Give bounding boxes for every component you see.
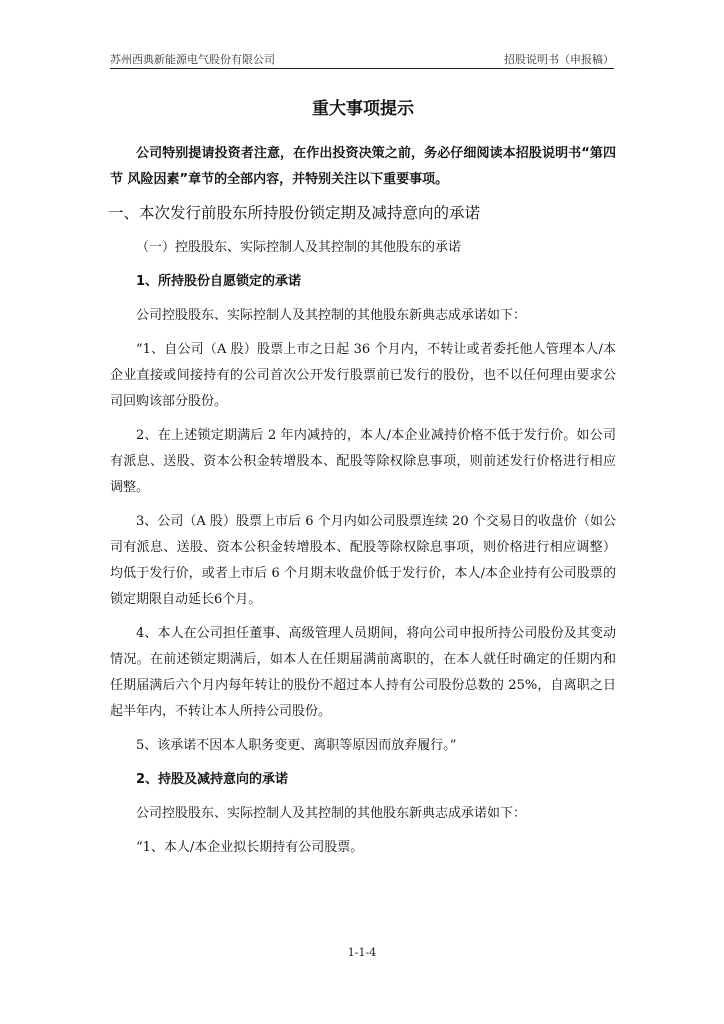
item1-paragraph-5: 5、该承诺不因本人职务变更、离职等原因而放弃履行。”	[136, 738, 457, 753]
page-header	[110, 50, 614, 69]
item1-paragraph-2: 2、在上述锁定期满后 2 年内减持的，本人/本企业减持价格不低于发行价。如公司有派息、送股、资本公积金转增股本、配股等除权除息事项，则前述发行价格进行相应调整。	[110, 428, 616, 495]
item1-paragraph-4: 4、本人在公司担任董事、高级管理人员期间，将向公司申报所持公司股份及其变动情况。在前述锁定期满后，如本人在任期届满前离职的，在本人就任时确定的任期内和任期届满后六个月内每年转让的股份不超过本人持有公司股份总数的 25%，自离职之日起半年内，不转让本人所持公司股份。	[110, 626, 616, 719]
item1-paragraph-3: 3、公司（A 股）股票上市后 6 个月内如公司股票连续 20 个交易日的收盘价（如公司有派息、送股、资本公积金转增股本、配股等除权除息事项，则价格进行相应调整）均低于发行价，或者上市后 6 个月期末收盘价低于发行价，本人/本企业持有公司股票的锁定期限自动延长6个月。	[110, 514, 616, 607]
page-number: 1-1-4	[347, 946, 377, 959]
item1-heading: 1、所持股份自愿锁定的承诺	[136, 274, 302, 289]
intro-paragraph: 公司特别提请投资者注意，在作出投资决策之前，务必仔细阅读本招股说明书“第四节 风险因素”章节的全部内容，并特别关注以下重要事项。	[110, 146, 616, 187]
section1-heading: 一、本次发行前股东所持股份锁定期及减持意向的承诺	[108, 204, 481, 222]
item1-lead: 公司控股股东、实际控制人及其控制的其他股东新典志成承诺如下：	[136, 308, 527, 323]
item2-paragraph-1: “1、本人/本企业拟长期持有公司股票。	[136, 840, 364, 855]
header-doc-type: 招股说明书（申报稿）	[504, 53, 614, 66]
item2-lead: 公司控股股东、实际控制人及其控制的其他股东新典志成承诺如下：	[136, 806, 527, 821]
item1-paragraph-1: “1、自公司（A 股）股票上市之日起 36 个月内，不转让或者委托他人管理本人/本企业直接或间接持有的公司首次公开发行股票前已发行的股份，也不以任何理由要求公司回购该部分股份。	[110, 342, 616, 409]
page-title: 重大事项提示	[312, 99, 414, 119]
header-company: 苏州西典新能源电气股份有限公司	[110, 53, 275, 66]
page-body	[110, 94, 616, 869]
item2-heading: 2、持股及减持意向的承诺	[136, 772, 289, 787]
subsection1-heading: （一）控股股东、实际控制人及其控制的其他股东的承诺	[136, 240, 462, 255]
